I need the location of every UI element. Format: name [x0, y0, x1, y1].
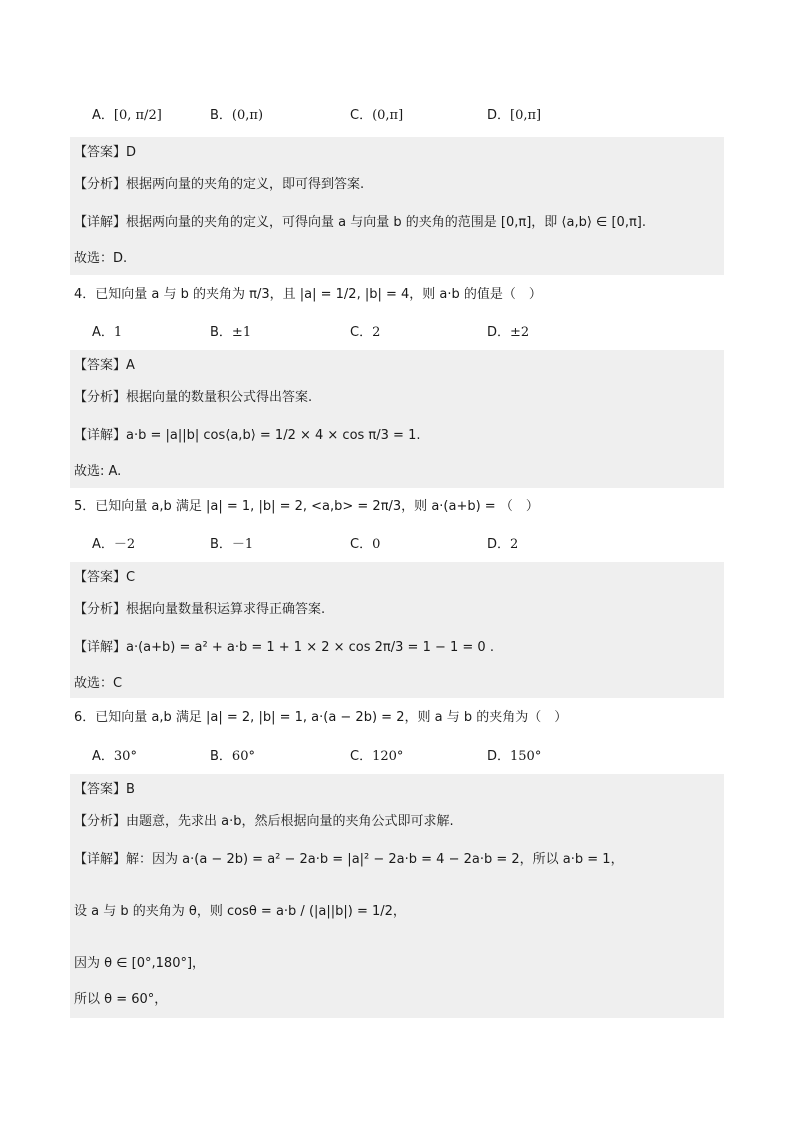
answer-value: B	[126, 782, 135, 797]
q5-stem	[70, 497, 724, 523]
q6-options	[0, 746, 794, 768]
q5-detail	[70, 626, 724, 668]
option-value: 120°	[372, 749, 404, 764]
q5-choice	[70, 668, 724, 698]
detail-tag: 【详解】	[74, 640, 127, 655]
option-value: 2	[372, 325, 381, 340]
analysis-text: 根据两向量的夹角的定义，即可得到答案.	[126, 177, 365, 192]
q6-option-a	[92, 746, 137, 768]
q5-option-d	[487, 534, 518, 556]
q4-option-c	[350, 322, 380, 344]
q5-option-a	[92, 534, 135, 556]
q3-detail	[70, 201, 724, 243]
q5-analysis	[70, 594, 724, 626]
answer-tag: 【答案】	[74, 358, 127, 373]
q6-answer	[70, 774, 724, 806]
option-letter: C．	[350, 108, 373, 123]
option-value: [0,π]	[510, 108, 542, 123]
option-value: ±1	[231, 325, 252, 340]
option-value: 1	[113, 325, 123, 340]
option-letter: B．	[210, 108, 232, 123]
q3-option-a	[92, 105, 162, 127]
option-letter: B．	[210, 749, 232, 764]
option-value: ±2	[510, 325, 530, 340]
analysis-text: 根据向量数量积运算求得正确答案.	[126, 602, 326, 617]
q6-option-d	[487, 746, 541, 768]
q6-detail	[70, 838, 724, 882]
detail-text: 根据两向量的夹角的定义，可得向量 a 与向量 b 的夹角的范围是 [0,π]，即 ⟨a,b⟩ ∈ [0,π].	[126, 215, 646, 230]
option-value: 150°	[510, 749, 542, 764]
q3-analysis	[70, 169, 724, 201]
q4-option-b	[210, 322, 251, 344]
option-value: －1	[231, 537, 254, 552]
option-letter: C．	[350, 749, 373, 764]
option-value: －2	[113, 537, 136, 552]
q3-options	[0, 105, 794, 127]
q5-answer	[70, 562, 724, 594]
option-letter: D．	[487, 108, 511, 123]
option-value: 2	[510, 537, 519, 552]
question-stem: 4．已知向量 a 与 b 的夹角为 π/3，且 |a| = 1/2, |b| = 4，则 a·b 的值是（ ）	[74, 287, 542, 302]
option-letter: C．	[350, 325, 373, 340]
option-letter: D．	[487, 749, 511, 764]
q3-option-b	[210, 105, 263, 127]
option-letter: A．	[92, 108, 114, 123]
q4-answer	[70, 350, 724, 382]
answer-value: A	[126, 358, 135, 373]
detail-text: a·b = |a||b| cos⟨a,b⟩ = 1/2 × 4 × cos π/3 = 1.	[126, 428, 421, 443]
choice-text: 故选: A.	[74, 464, 122, 479]
detail-text: 设 a 与 b 的夹角为 θ，则 cosθ = a·b / (|a||b|) = 1/2，	[74, 904, 406, 919]
option-value: [0, π/2]	[113, 108, 162, 123]
q6-option-b	[210, 746, 255, 768]
option-value: 30°	[113, 749, 137, 764]
q4-option-d	[487, 322, 529, 344]
analysis-tag: 【分析】	[74, 390, 127, 405]
q3-choice	[70, 243, 724, 275]
analysis-tag: 【分析】	[74, 602, 127, 617]
analysis-text: 由题意，先求出 a·b，然后根据向量的夹角公式即可求解.	[126, 814, 454, 829]
q6-analysis	[70, 806, 724, 838]
question-stem: 5．已知向量 a,b 满足 |a| = 1, |b| = 2, <a,b> = 2π/3，则 a·(a+b) = （ ）	[74, 499, 539, 514]
answer-tag: 【答案】	[74, 145, 127, 160]
q3-option-c	[350, 105, 403, 127]
choice-text: 故选：D.	[74, 251, 128, 266]
option-letter: D．	[487, 325, 511, 340]
detail-text: a·(a+b) = a² + a·b = 1 + 1 × 2 × cos 2π/3 = 1 − 1 = 0 .	[126, 640, 494, 655]
q4-stem	[70, 285, 724, 311]
option-letter: A．	[92, 749, 114, 764]
option-letter: A．	[92, 537, 114, 552]
detail-text: 因为 θ ∈ [0°,180°]，	[74, 956, 206, 971]
q5-option-c	[350, 534, 380, 556]
q6-detail-2	[70, 882, 724, 944]
choice-text: 故选：C	[74, 676, 123, 691]
answer-tag: 【答案】	[74, 782, 127, 797]
analysis-tag: 【分析】	[74, 814, 127, 829]
q4-option-a	[92, 322, 122, 344]
q5-options	[0, 534, 794, 556]
q6-detail-4	[70, 984, 724, 1018]
q4-analysis	[70, 382, 724, 414]
q3-answer	[70, 137, 724, 169]
answer-tag: 【答案】	[74, 570, 127, 585]
q6-option-c	[350, 746, 403, 768]
q4-options	[0, 322, 794, 344]
option-value: 60°	[231, 749, 255, 764]
option-letter: B．	[210, 537, 232, 552]
option-value: (0,π)	[231, 108, 264, 123]
answer-value: C	[126, 570, 136, 585]
q6-detail-3	[70, 944, 724, 984]
detail-tag: 【详解】	[74, 215, 127, 230]
analysis-tag: 【分析】	[74, 177, 127, 192]
q4-choice	[70, 456, 724, 488]
option-value: 0	[372, 537, 381, 552]
analysis-text: 根据向量的数量积公式得出答案.	[126, 390, 313, 405]
q6-stem	[70, 708, 724, 734]
option-value: (0,π]	[372, 108, 404, 123]
option-letter: B．	[210, 325, 232, 340]
detail-text: 解：因为 a·(a − 2b) = a² − 2a·b = |a|² − 2a·b = 4 − 2a·b = 2，所以 a·b = 1，	[126, 852, 624, 867]
detail-tag: 【详解】	[74, 852, 127, 867]
question-stem: 6．已知向量 a,b 满足 |a| = 2, |b| = 1, a·(a − 2b) = 2，则 a 与 b 的夹角为（ ）	[74, 710, 568, 725]
option-letter: D．	[487, 537, 511, 552]
detail-text: 所以 θ = 60°，	[74, 992, 168, 1007]
answer-value: D	[126, 145, 137, 160]
q4-detail	[70, 414, 724, 456]
option-letter: C．	[350, 537, 373, 552]
detail-tag: 【详解】	[74, 428, 127, 443]
option-letter: A．	[92, 325, 114, 340]
q3-option-d	[487, 105, 541, 127]
q5-option-b	[210, 534, 253, 556]
